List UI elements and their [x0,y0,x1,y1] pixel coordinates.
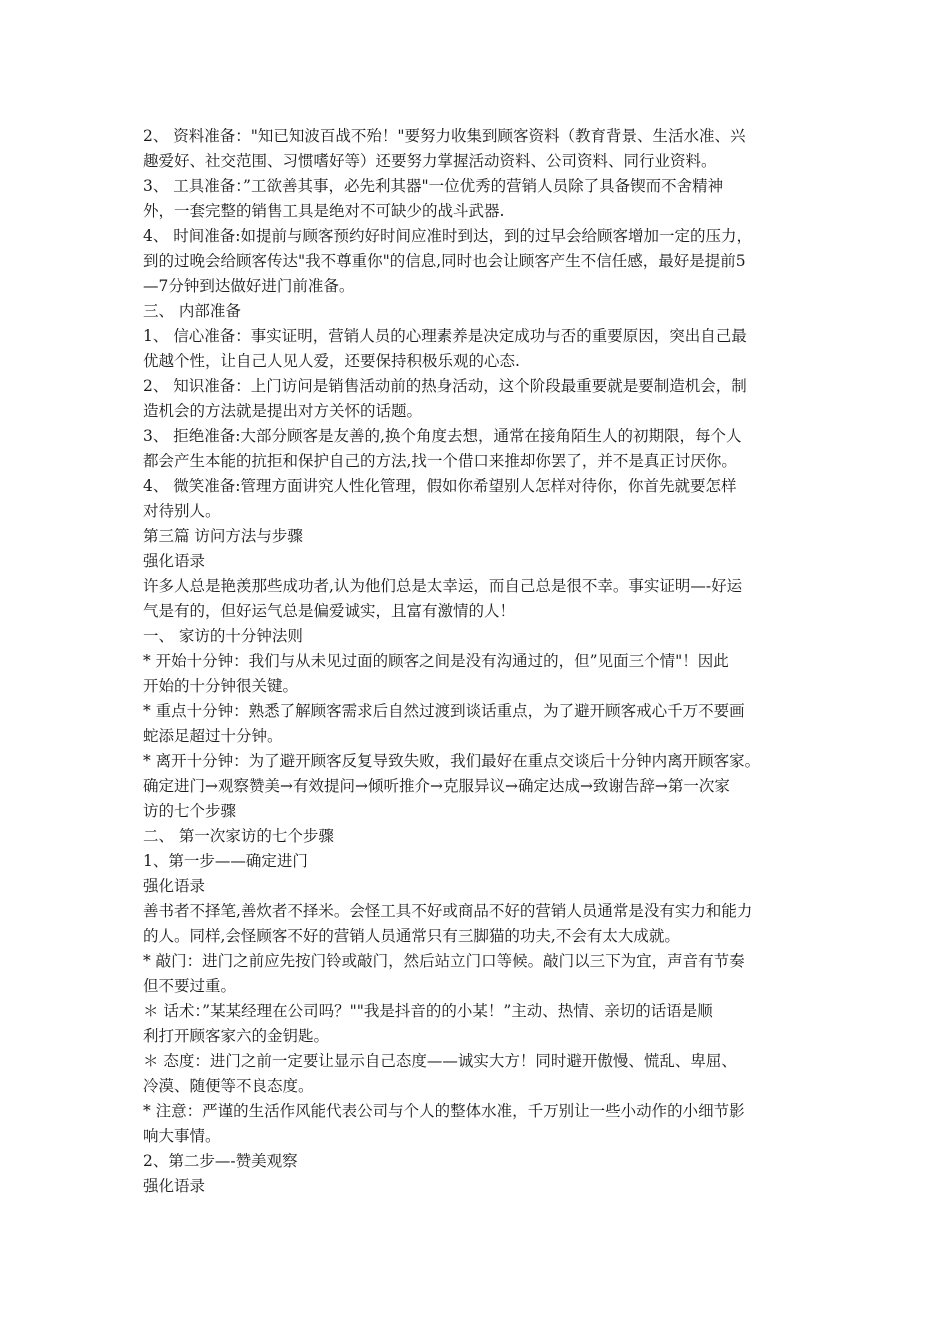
step-heading: 1、第一步——确定进门 [143,852,308,870]
text-line: 开始的十分钟很关键。 [143,677,299,695]
subheading: 强化语录 [143,552,206,570]
text-line: * 离开十分钟：为了避开顾客反复导致失败，我们最好在重点交谈后十分钟内离开顾客家。 [143,752,761,770]
text-line: 对待别人。 [143,502,221,520]
text-line: 2、 知识准备：上门访问是销售活动前的热身活动，这个阶段最重要就是要制造机会，制 [143,377,747,395]
text-line: 善书者不择笔,善炊者不择米。会怪工具不好或商品不好的营销人员通常是没有实力和能力 [143,902,753,920]
text-line: 3、 拒绝准备:大部分顾客是友善的,换个角度去想，通常在接角陌生人的初期限，每个人 [143,427,742,445]
text-line: 气是有的，但好运气总是偏爱诚实，且富有激情的人！ [143,602,516,620]
text-line: 但不要过重。 [143,977,237,995]
section-heading: 三、 内部准备 [143,302,241,320]
section-heading: 一、 家访的十分钟法则 [143,627,303,645]
text-line: 许多人总是艳羡那些成功者,认为他们总是太幸运，而自己总是很不幸。事实证明—-好运 [143,577,743,595]
step-heading: 2、第二步—-赞美观察 [143,1152,298,1170]
text-line: 到的过晚会给顾客传达"我不尊重你"的信息,同时也会让顾客产生不信任感，最好是提前5 [143,252,746,270]
text-line: * 注意：严谨的生活作风能代表公司与个人的整体水准，千万别让一些小动作的小细节影 [143,1102,745,1120]
text-line: 响大事情。 [143,1127,221,1145]
text-line: 1、 信心准备：事实证明，营销人员的心理素养是决定成功与否的重要原因，突出自己最 [143,327,747,345]
text-line: 优越个性，让自己人见人爱，还要保持积极乐观的心态. [143,352,520,370]
text-line: * 开始十分钟：我们与从未见过面的顾客之间是没有沟通过的，但”见面三个情"！因此 [143,652,729,670]
text-line: 外，一套完整的销售工具是绝对不可缺少的战斗武器. [143,202,505,220]
text-line: 蛇添足超过十分钟。 [143,727,283,745]
text-line: * 敲门：进门之前应先按门铃或敲门，然后站立门口等候。敲门以三下为宜，声音有节奏 [143,952,745,970]
text-line: 的人。同样,会怪顾客不好的营销人员通常只有三脚猫的功夫,不会有太大成就。 [143,927,680,945]
text-line: 2、 资料准备："知已知波百战不殆！"要努力收集到顾客资料（教育背景、生活水准、兴 [143,127,746,145]
text-line: 利打开顾客家六的金钥匙。 [143,1027,330,1045]
chapter-heading: 第三篇 访问方法与步骤 [143,527,303,545]
text-line: ＊ 态度：进门之前一定要让显示自己态度——诚实大方！同时避开傲慢、慌乱、卑屈、 [143,1052,737,1070]
text-line: 4、 微笑准备:管理方面讲究人性化管理，假如你希望别人怎样对待你，你首先就要怎样 [143,477,737,495]
text-line: 确定进门→观察赞美→有效提问→倾听推介→克服异议→确定达成→致谢告辞→第一次家 [143,777,730,795]
text-line: 4、 时间准备:如提前与顾客预约好时间应准时到达，到的过早会给顾客增加一定的压力， [143,227,753,245]
text-line: 造机会的方法就是提出对方关怀的话题。 [143,402,423,420]
subheading: 强化语录 [143,877,206,895]
subheading: 强化语录 [143,1177,206,1195]
text-line: —7分钟到达做好进门前准备。 [143,277,355,295]
document-body [143,124,823,1199]
text-line: 访的七个步骤 [143,802,237,820]
text-line: 冷漠、随便等不良态度。 [143,1077,314,1095]
text-line: * 重点十分钟：熟悉了解顾客需求后自然过渡到谈话重点，为了避开顾客戒心千万不要画 [143,702,745,720]
text-line: 3、 工具准备：”工欲善其事，必先利其器"一位优秀的营销人员除了具备锲而不舍精神 [143,177,724,195]
text-line: ＊ 话术：”某某经理在公司吗？""我是抖音的的小某！”主动、热情、亲切的话语是顺 [143,1002,713,1020]
section-heading: 二、 第一次家访的七个步骤 [143,827,334,845]
text-line: 趣爱好、社交范围、习惯嗜好等）还要努力掌握活动资料、公司资料、同行业资料。 [143,152,717,170]
text-line: 都会产生本能的抗拒和保护自己的方法,找一个借口来推却你罢了，并不是真正讨厌你。 [143,452,737,470]
